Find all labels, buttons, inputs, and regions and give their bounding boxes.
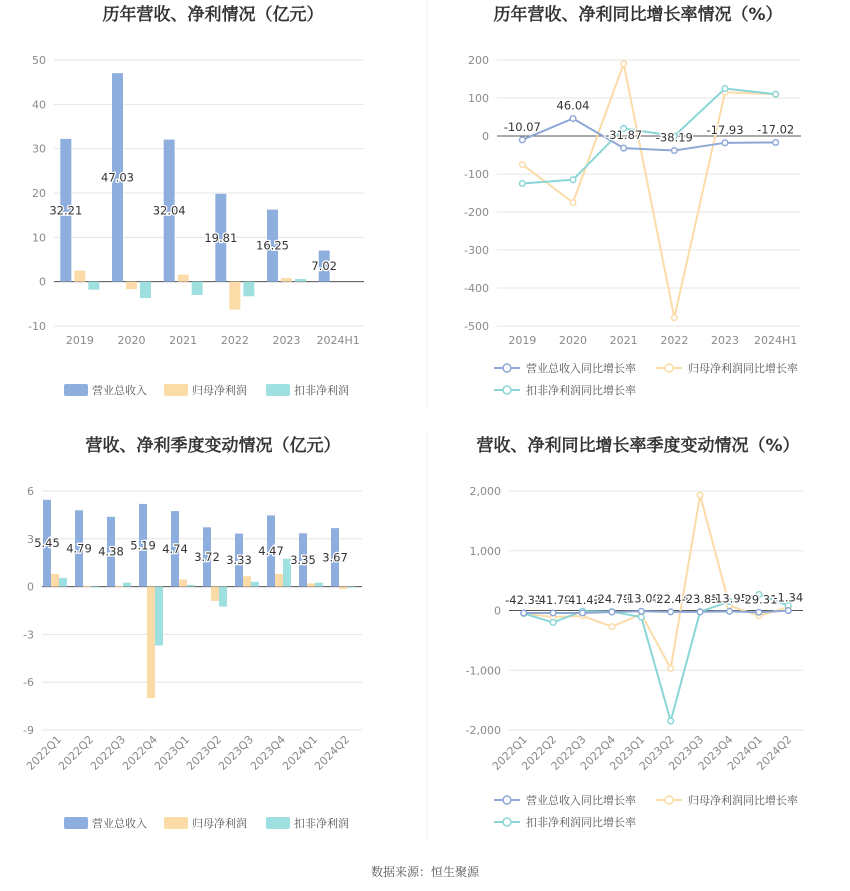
data-point [668,718,674,724]
data-label: -41.79 [534,592,572,607]
chart-title: 历年营收、净利同比增长率情况（%） [493,5,783,25]
data-point [773,91,779,97]
y-tick-label: 30 [32,142,46,156]
x-tick-label: 2021 [169,334,198,347]
data-point [727,609,733,615]
data-label: 19.81 [204,230,238,245]
bar [83,586,91,587]
data-label: 32.21 [49,203,83,218]
y-tick-label: -300 [464,244,489,257]
bar [51,574,59,587]
chart-title: 历年营收、净利情况（亿元） [102,5,324,25]
legend-label: 营业总收入 [92,384,147,397]
x-tick-label: 2023 [272,334,301,347]
bar [178,275,189,282]
legend-label: 扣非净利润同比增长率 [526,384,636,397]
data-label: 47.03 [101,170,134,185]
data-label: 4.47 [258,543,284,558]
x-tick-label: 2024Q1 [724,732,766,773]
y-tick-label: 0 [482,130,489,143]
bar [211,587,219,601]
chart-1 [28,4,364,397]
y-tick-label: 50 [32,54,46,67]
bar [192,282,203,295]
y-tick-label: 20 [32,187,46,200]
legend-label: 扣非净利润 [294,384,349,397]
data-point [570,200,576,206]
data-point [639,608,645,614]
y-tick-label: 3 [27,532,34,546]
data-point [722,140,728,146]
data-point [773,140,779,146]
x-tick-label: 2020 [559,334,587,347]
y-tick-label: -500 [464,320,489,333]
legend-marker [503,364,511,372]
bar [147,587,155,699]
bar [275,574,283,587]
data-point [520,181,526,187]
legend-marker [503,796,511,804]
bar [179,579,187,586]
bar [307,583,315,586]
data-label: -10.07 [503,119,541,134]
legend-label: 扣非净利润 [294,817,349,830]
bar [155,587,163,646]
x-tick-label: 2021 [609,334,638,347]
data-point [609,624,615,630]
bar [140,282,151,298]
bar [187,585,195,587]
x-tick-label: 2022Q2 [519,732,560,773]
x-tick-label: 2022Q2 [56,732,97,773]
x-tick-label: 2022Q1 [24,732,65,773]
bar [229,282,240,310]
bar [123,583,131,587]
bar [115,586,123,587]
legend-swatch [64,817,88,829]
legend-label: 营业总收入 [92,817,147,830]
data-label: 4.79 [66,541,92,556]
x-tick-label: 2023Q2 [184,732,225,773]
y-tick-label: -100 [464,168,489,181]
y-tick-label: -9 [23,724,34,737]
data-label: -13.00 [622,591,660,606]
legend-marker [665,364,673,372]
x-tick-label: 2019 [65,334,94,347]
x-tick-label: 2023 [711,334,739,347]
y-tick-label: -1,000 [465,664,501,678]
legend-label: 营业总收入同比增长率 [526,362,636,375]
x-tick-label: 2022Q4 [577,732,619,773]
x-tick-label: 2022 [220,334,249,347]
data-label: 3.67 [322,550,348,565]
data-label: -22.44 [652,591,690,606]
bar [74,271,85,282]
data-point [722,86,728,92]
data-label: -29.31 [740,592,778,607]
data-point [550,610,556,616]
x-tick-label: 2024H1 [754,334,798,347]
legend-label: 营业总收入同比增长率 [526,794,636,807]
x-tick-label: 2023Q1 [607,732,648,773]
x-tick-label: 2024H1 [316,334,360,347]
y-tick-label: -200 [464,206,489,219]
data-point [639,614,645,620]
legend-marker [503,818,511,826]
x-tick-label: 2022 [660,334,689,347]
data-label: 32.04 [152,203,186,218]
x-tick-label: 2022Q4 [120,732,161,773]
x-tick-label: 2024Q1 [280,732,321,773]
bar [315,583,323,587]
y-tick-label: 0 [39,275,46,289]
legend-swatch [266,817,290,829]
data-point [668,609,674,615]
legend-swatch [266,384,290,396]
data-label: -23.85 [681,591,719,606]
data-point [697,492,703,498]
data-point [668,666,674,672]
y-tick-label: -2,000 [465,724,501,737]
legend-swatch [164,384,188,396]
data-point [621,61,627,67]
data-point [520,162,526,168]
y-tick-label: 10 [32,231,46,245]
legend-marker [665,796,673,804]
data-label: 5.45 [34,536,60,551]
data-label: -38.19 [655,130,693,145]
data-point [570,177,576,183]
data-point [580,610,586,616]
y-tick-label: 200 [468,54,489,67]
data-label: -24.78 [593,591,631,606]
bar [91,587,99,588]
chart-title: 营收、净利季度变动情况（亿元） [85,436,341,456]
data-point [786,608,792,614]
x-tick-label: 2023Q2 [636,732,677,773]
data-point [609,609,615,615]
data-label: -13.95 [710,591,749,606]
bar [295,279,306,282]
bar [126,282,137,290]
x-tick-label: 2023Q4 [248,732,289,773]
chart-2 [464,4,801,397]
bar [243,282,254,297]
y-tick-label: -10 [28,320,46,333]
bar [59,578,67,587]
series-line [524,495,789,668]
y-tick-label: 0 [27,580,34,594]
bar [243,576,251,586]
bar [281,278,292,282]
data-label: -17.93 [706,122,744,137]
y-tick-label: 1,000 [469,544,501,558]
legend-label: 归母净利润同比增长率 [688,794,798,807]
y-tick-label: -3 [23,628,34,642]
legend-swatch [164,817,188,829]
data-source: 数据来源：恒生聚源 [370,865,480,879]
data-point [697,609,703,615]
legend-swatch [64,384,88,396]
data-label: -31.87 [605,128,643,143]
data-label: -41.42 [563,592,602,607]
data-point [521,610,527,616]
y-tick-label: -6 [23,676,34,690]
data-label: 16.25 [256,238,289,253]
data-point [550,620,556,626]
legend-label: 归母净利润同比增长率 [688,362,798,375]
data-point [672,315,678,321]
bar [347,587,355,588]
data-label: 4.74 [162,541,188,556]
y-tick-label: 6 [27,485,34,498]
data-label: 46.04 [556,98,590,113]
bar [339,587,347,589]
data-point [520,137,526,143]
data-label: -42.31 [505,593,543,608]
data-label: -17.02 [757,122,795,137]
legend-marker [503,386,511,394]
y-tick-label: 0 [494,604,501,618]
chart-4 [466,435,804,829]
x-tick-label: 2022Q1 [489,732,530,773]
y-tick-label: -400 [464,282,489,295]
data-point [756,609,762,615]
x-tick-label: 2020 [117,334,146,347]
x-tick-label: 2024Q2 [312,732,353,773]
legend-label: 归母净利润 [192,384,247,397]
y-tick-label: 2,000 [469,485,501,498]
x-tick-label: 2023Q4 [695,732,736,773]
x-tick-label: 2024Q2 [754,732,795,773]
x-tick-label: 2022Q3 [88,732,129,773]
chart-title: 营收、净利同比增长率季度变动情况（%） [476,436,800,456]
data-point [570,116,576,122]
x-tick-label: 2023Q3 [216,732,257,773]
legend-label: 扣非净利润同比增长率 [526,816,636,829]
data-label: 3.33 [226,553,252,568]
bar [88,282,99,290]
x-tick-label: 2023Q3 [666,732,707,773]
data-label: 3.72 [194,549,220,564]
data-label: 7.02 [311,259,337,274]
data-label: 3.35 [290,552,316,567]
data-label: -1.34 [773,590,804,605]
chart-3 [23,435,362,830]
x-tick-label: 2019 [508,334,537,347]
data-point [621,145,627,151]
x-tick-label: 2022Q3 [548,732,589,773]
x-tick-label: 2023Q1 [152,732,193,773]
data-point [672,148,678,154]
data-label: 5.19 [130,538,156,553]
bar [251,582,259,587]
legend-label: 归母净利润 [192,817,247,830]
y-tick-label: 100 [468,92,489,105]
data-label: 4.38 [98,544,124,559]
y-tick-label: 40 [32,98,46,112]
bar [219,587,227,607]
